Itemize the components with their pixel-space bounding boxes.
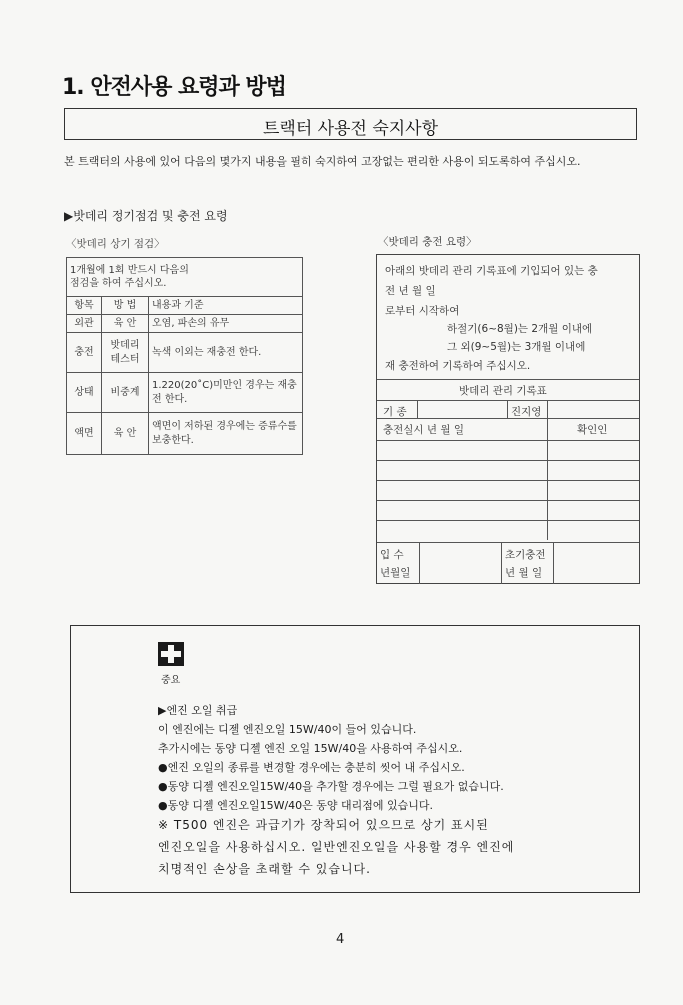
record-title: 밧데리 관리 기록표 [459, 385, 547, 397]
row-method: 밧데리 테스터 [102, 333, 149, 373]
first-charge-label-2: 년 월 일 [505, 567, 543, 579]
divider [553, 542, 554, 584]
warning-cross-icon [158, 642, 184, 666]
divider [547, 400, 548, 418]
table-row [67, 333, 303, 373]
row-item: 액면 [67, 413, 102, 455]
date-column-header: 충전실시 년 월 일 [383, 424, 465, 436]
important-label: 중요 [161, 675, 181, 686]
page-number: 4 [336, 932, 345, 947]
inspection-table [66, 257, 303, 455]
notice-line7: 엔진오일을 사용하십시오. 일반엔진오일을 사용할 경우 엔진에 [158, 840, 515, 854]
divider [377, 440, 639, 441]
row-content: 액면이 저하된 경우에는 증류수를 보충한다. [149, 413, 303, 455]
notice-title: ▶엔진 오일 취급 [158, 704, 238, 717]
inspection-subtitle: 〈밧데리 상기 점검〉 [66, 238, 165, 250]
charging-line2: 전 년 월 일 [385, 285, 436, 297]
divider [377, 460, 639, 461]
table-row [67, 413, 303, 455]
notice-line3: ●엔진 오일의 종류를 변경할 경우에는 충분히 씻어 내 주십시오. [158, 761, 465, 774]
charging-line4: 하절기(6~8월)는 2개월 이내에 [447, 323, 593, 335]
intro-text: 본 트랙터의 사용에 있어 다음의 몇가지 내용을 필히 숙지하여 고장없는 편리한 사용이 되도록하여 주십시오. [64, 155, 581, 168]
row-item: 충전 [67, 333, 102, 373]
charging-line5: 그 외(9~5월)는 3개월 이내에 [447, 341, 586, 353]
notice-line6: ※ T500 엔진은 과급기가 장착되어 있으므로 상기 표시된 [158, 818, 489, 832]
header-content: 내용과 기준 [149, 297, 303, 315]
row-item: 외관 [67, 315, 102, 333]
first-charge-label-1: 초기충전 [505, 549, 546, 561]
in-label-1: 입 수 [380, 549, 404, 561]
table-row [67, 315, 303, 333]
notice-line1: 이 엔진에는 디젤 엔진오일 15W/40이 들어 있습니다. [158, 723, 417, 736]
row-content: 오염, 파손의 유무 [149, 315, 303, 333]
row-item: 상태 [67, 373, 102, 413]
notice-line2: 추가시에는 동양 디젤 엔진 오일 15W/40을 사용하여 주십시오. [158, 742, 463, 755]
battery-section-title: ▶밧데리 정기점검 및 충전 요령 [64, 209, 228, 223]
banner-title: 트랙터 사용전 숙지사항 [262, 119, 439, 139]
section-heading: 1. 안전사용 요령과 방법 [62, 75, 286, 100]
row-method: 육 안 [102, 315, 149, 333]
divider [419, 542, 420, 584]
banner-box [64, 108, 637, 140]
row-content: 녹색 이외는 재충전 한다. [149, 333, 303, 373]
charging-box [376, 254, 640, 584]
charging-line6: 재 충전하여 기록하여 주십시오. [385, 360, 531, 372]
table-row [67, 373, 303, 413]
divider [501, 542, 502, 584]
divider [417, 400, 418, 418]
notice-line8: 치명적인 손상을 초래할 수 있습니다. [158, 862, 371, 876]
divider [377, 379, 639, 380]
header-method: 방 법 [102, 297, 149, 315]
divider [377, 500, 639, 501]
divider [377, 418, 639, 419]
row-method: 비중계 [102, 373, 149, 413]
inspection-note [67, 258, 303, 297]
divider [547, 418, 548, 540]
charging-line3: 로부터 시작하여 [385, 305, 460, 317]
divider [377, 542, 639, 543]
notice-box [70, 625, 640, 893]
notice-line4: ●동양 디젤 엔진오일15W/40을 추가할 경우에는 그럴 필요가 없습니다. [158, 780, 504, 793]
divider [507, 400, 508, 418]
inspection-note-line2: 점검을 하여 주십시오. [70, 278, 167, 289]
confirm-column-header: 확인인 [577, 424, 608, 436]
notice-line5: ●동양 디젤 엔진오일15W/40은 동양 대리점에 있습니다. [158, 799, 434, 812]
divider [377, 480, 639, 481]
model-label: 기 종 [383, 406, 407, 418]
header-item: 항목 [67, 297, 102, 315]
charging-subtitle: 〈밧데리 충전 요령〉 [378, 236, 477, 248]
engine-label: 진지영 [511, 406, 542, 418]
in-label-2: 년월일 [380, 567, 411, 579]
row-content: 1.220(20˚C)미만인 경우는 재충전 한다. [149, 373, 303, 413]
inspection-note-line1: 1개월에 1회 반드시 다음의 [70, 264, 189, 276]
row-method: 육 안 [102, 413, 149, 455]
charging-line1: 아래의 밧데리 관리 기록표에 기입되어 있는 충 [385, 265, 598, 277]
divider [377, 520, 639, 521]
